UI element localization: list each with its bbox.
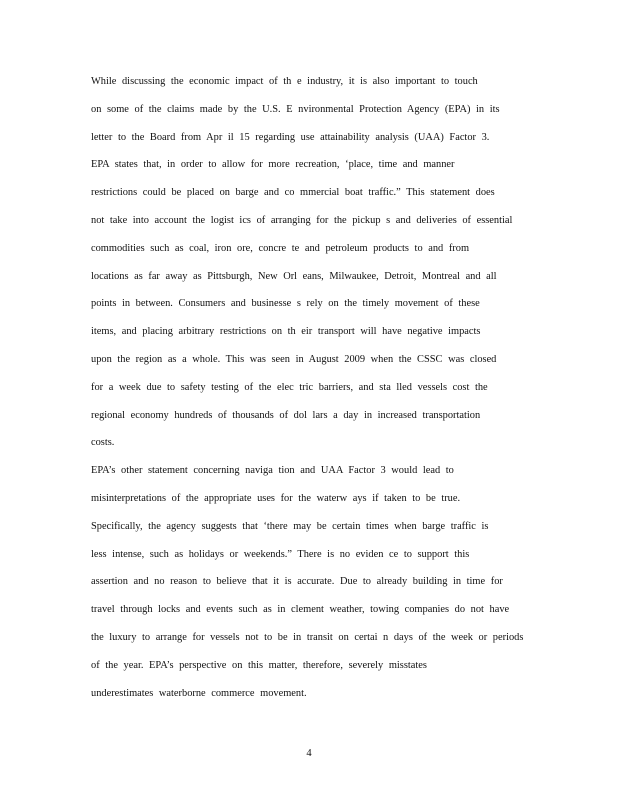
text-line: regional economy hundreds of thousands of dol lars a day in increased transportation — [91, 409, 481, 421]
text-line: costs. — [91, 437, 115, 449]
text-line: items, and placing arbitrary restrictions on th eir transport will have negative impacts — [91, 326, 481, 338]
text-line: the luxury to arrange for vessels not to be in transit on certai n days of the week or periods — [91, 631, 524, 643]
text-line: misinterpretations of the appropriate uses for the waterw ays if taken to be true. — [91, 492, 461, 504]
text-line: upon the region as a whole. This was seen in August 2009 when the CSSC was closed — [91, 353, 497, 365]
text-line: less intense, such as holidays or weekends.” There is no eviden ce to support this — [91, 548, 470, 560]
document-body — [91, 68, 531, 707]
text-line: EPA’s other statement concerning naviga tion and UAA Factor 3 would lead to — [91, 465, 454, 477]
text-line: points in between. Consumers and businesse s rely on the timely movement of these — [91, 298, 480, 310]
text-line: travel through locks and events such as in clement weather, towing companies do not have — [91, 604, 510, 616]
text-line: for a week due to safety testing of the elec tric barriers, and sta lled vessels cost the — [91, 381, 488, 393]
text-line: locations as far away as Pittsburgh, New Orl eans, Milwaukee, Detroit, Montreal and all — [91, 270, 497, 282]
text-line: commodities such as coal, iron ore, concre te and petroleum products to and from — [91, 242, 470, 254]
page-number: 4 — [306, 748, 312, 759]
text-line: EPA states that, in order to allow for more recreation, ‘place, time and manner — [91, 159, 455, 171]
text-line: letter to the Board from Apr il 15 regarding use attainability analysis (UAA) Factor 3. — [91, 131, 490, 143]
text-line: of the year. EPA’s perspective on this matter, therefore, severely misstates — [91, 659, 427, 671]
text-line: restrictions could be placed on barge and co mmercial boat traffic.” This statement does — [91, 187, 495, 199]
text-line: Specifically, the agency suggests that ‘there may be certain times when barge traffic is — [91, 520, 489, 532]
text-line: underestimates waterborne commerce movement. — [91, 687, 307, 699]
text-line: assertion and no reason to believe that it is accurate. Due to already building in time for — [91, 576, 503, 588]
text-line: While discussing the economic impact of th e industry, it is also important to touch — [91, 76, 478, 87]
text-line: on some of the claims made by the U.S. E nvironmental Protection Agency (EPA) in its — [91, 103, 500, 115]
text-line: not take into account the logist ics of arranging for the pickup s and deliveries of essential — [91, 214, 513, 226]
